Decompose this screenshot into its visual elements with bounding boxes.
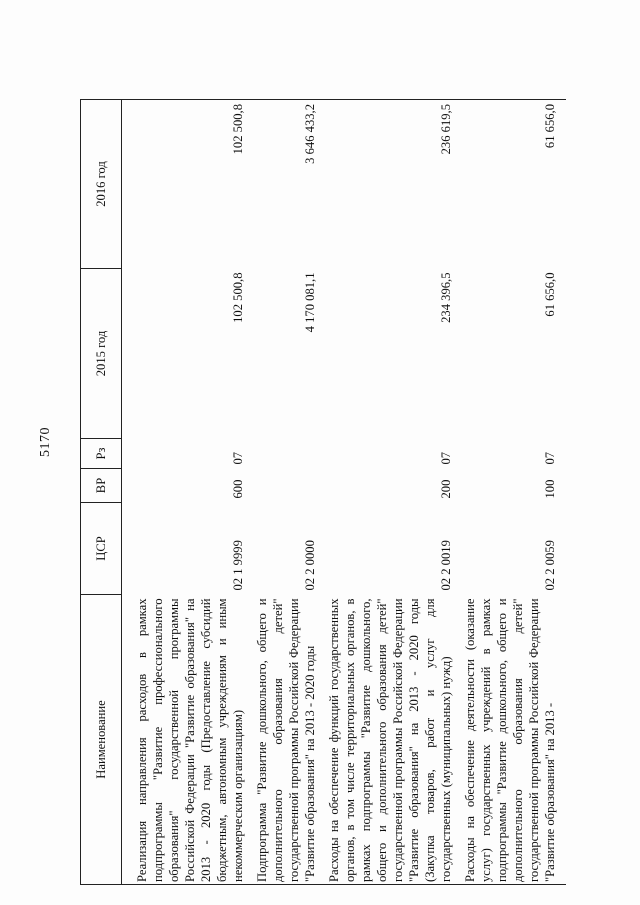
row-csr: 02 1 9999	[231, 540, 245, 591]
row-vr: 200	[439, 479, 453, 499]
budget-table	[80, 99, 566, 885]
table-row	[122, 100, 255, 885]
row-rz: 07	[231, 451, 245, 465]
header-csr: ЦСР	[81, 503, 122, 595]
header-2015: 2015 год	[81, 269, 122, 439]
row-rz: 07	[543, 451, 557, 465]
row-value-2015: 102 500,8	[231, 272, 245, 323]
table-row	[462, 100, 566, 885]
row-value-2016: 61 656,0	[462, 100, 566, 269]
row-name: Расходы на обеспечение деятельности (оказание услуг) государственных учреждений в рамках подпрограммы "Развитие дошкольного, общего и дополнительного образования детей" государственной программы Российской Федерации "Развитие образования" на 2013 -	[462, 595, 566, 885]
row-value-2015: 234 396,5	[439, 272, 453, 323]
row-csr: 02 2 0059	[543, 540, 557, 591]
table-row	[254, 100, 326, 885]
row-csr: 02 2 0000	[303, 540, 317, 591]
row-value-2016: 102 500,8	[122, 100, 255, 269]
table-row	[326, 100, 462, 885]
header-name: Наименование	[81, 595, 122, 885]
row-name: Расходы на обеспечение функций государственных органов, в том числе территориальных органов, в рамках подпрограммы "Развитие дошкольного, общего и дополнительного образования детей" государственной программы Российской Федерации "Развитие образования" на 2013 - 2020 годы (Закупка товаров, работ и услуг для государственных (муниципальных) нужд)	[326, 595, 462, 885]
row-vr: 100	[543, 479, 557, 499]
row-vr	[254, 469, 326, 503]
row-vr: 600	[231, 479, 245, 499]
header-2016: 2016 год	[81, 100, 122, 269]
row-name: Реализация направления расходов в рамках подпрограммы "Развитие профессионального образования" государственной программы Российской Федерации "Развитие образования" на 2013 - 2020 годы (Предоставление субсидий бюджетным, автономным учреждениям и иным некоммерческим организациям)	[122, 595, 255, 885]
row-value-2016: 3 646 433,2	[254, 100, 326, 269]
row-csr: 02 2 0019	[439, 540, 453, 591]
table-header-row	[81, 100, 122, 885]
row-rz: 07	[439, 451, 453, 465]
row-name: Подпрограмма "Развитие дошкольного, общего и дополнительного образования детей" государственной программы Российской Федерации "Развитие образования" на 2013 - 2020 годы	[254, 595, 326, 885]
header-rz: Рз	[81, 439, 122, 469]
row-value-2016: 236 619,5	[326, 100, 462, 269]
page-number: 5170	[38, 427, 53, 457]
header-vr: ВР	[81, 469, 122, 503]
row-rz	[254, 439, 326, 469]
row-value-2015: 4 170 081,1	[303, 272, 317, 333]
row-value-2015: 61 656,0	[543, 272, 557, 317]
